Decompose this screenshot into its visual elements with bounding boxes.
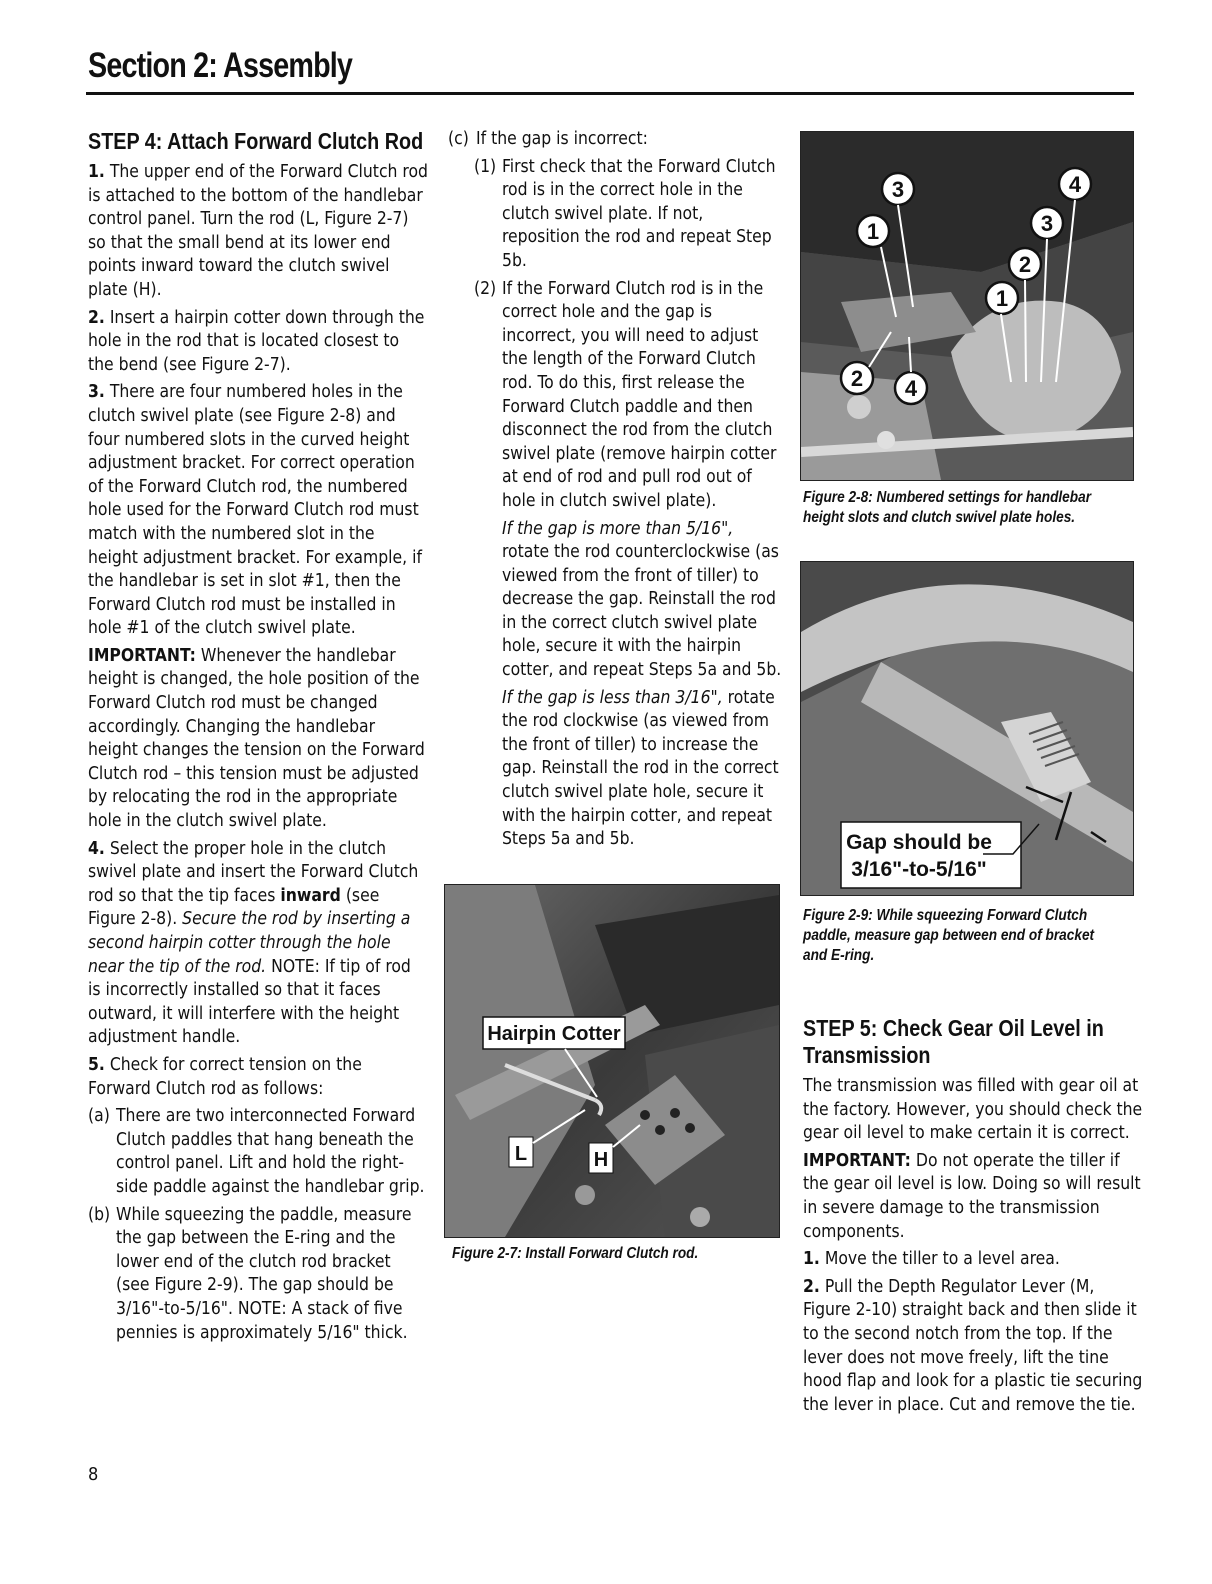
step4-para-2: 2. Insert a hairpin cotter down through the hole in the rod that is located closest to the bend (see Figure 2-7).	[88, 307, 425, 375]
step4-para-3: 3. There are four numbered holes in the clutch swivel plate (see Figure 2-8) and four numbered slots in the curved height adjustment bracket. For correct operation of the Forward Clutch rod, the numbered hole used for the Forward Clutch rod must match with the numbered slot in the height adjustment bracket. For example, if the handlebar is set in slot #1, then the Forward Clutch rod must be installed in hole #1 of the clutch swivel plate.	[88, 382, 422, 639]
header-rule	[86, 92, 1134, 95]
step5-important: IMPORTANT: Do not operate the tiller if the gear oil level is low. Doing so will result in severe damage to the transmission components.	[803, 1150, 1141, 1242]
step4-gap-less: If the gap is less than 3/16", rotate the rod clockwise (as viewed from the front of tiller) to increase the gap. Reinstall the rod in the correct clutch swivel plate hole, secure it with the hairpin cotter, and repeat Steps 5a and 5b.	[502, 687, 779, 850]
marker-4-b: 4	[904, 376, 918, 401]
figure-2-7-callout: Hairpin Cotter	[487, 1023, 621, 1045]
step5-heading: STEP 5: Check Gear Oil Level in Transmission	[803, 1015, 1104, 1068]
marker-1-b: 1	[995, 286, 1009, 311]
step5-para-1: 1. Move the tiller to a level area.	[803, 1249, 1060, 1270]
marker-1-a: 1	[866, 219, 880, 244]
page-number: 8	[88, 1464, 99, 1485]
figure-2-7-caption: Figure 2-7: Install Forward Clutch rod.	[452, 1245, 699, 1262]
figure-2-8-photo	[800, 131, 1134, 481]
step4-para-1: 1. The upper end of the Forward Clutch rod is attached to the bottom of the handlebar control panel. Turn the rod (L, Figure 2-7) so that the small bend at its lower end points inward toward the clutch swivel plate (H).	[88, 162, 428, 300]
figure-2-9-label-line2: 3/16"-to-5/16"	[851, 858, 987, 881]
column-right	[803, 1015, 1143, 1421]
figure-2-7-label-l: L	[514, 1143, 528, 1165]
step5-intro: The transmission was filled with gear oil at the factory. However, you should check the gear oil level to make certain it is correct.	[803, 1076, 1143, 1144]
column-middle	[448, 128, 784, 856]
step4-heading: STEP 4: Attach Forward Clutch Rod	[88, 128, 424, 154]
marker-3-a: 3	[891, 177, 905, 202]
step4-gap-more: If the gap is more than 5/16", rotate the rod counterclockwise (as viewed from the front of tiller) to decrease the gap. Reinstall the rod in the correct clutch swivel plate hole, secure it with the hairpin cotter, and repeat Steps 5a and 5b.	[502, 518, 782, 681]
step4-item-c: (c) If the gap is incorrect:	[448, 129, 648, 149]
figure-2-8-illustration	[801, 132, 1133, 480]
figure-2-7-label-h: H	[593, 1149, 609, 1171]
figure-2-9-illustration	[801, 562, 1133, 895]
figure-2-8-caption: Figure 2-8: Numbered settings for handlebar height slots and clutch swivel plate holes.	[803, 489, 1092, 526]
column-left	[88, 128, 428, 1349]
figure-2-9-caption: Figure 2-9: While squeezing Forward Clutch paddle, measure gap between end of bracket and E-ring.	[803, 907, 1095, 964]
step4-item-b: (b) While squeezing the paddle, measure the gap between the E-ring and the lower end of the clutch rod bracket (see Figure 2-9). The gap should be 3/16"-to-5/16". NOTE: A stack of five pennies is approximately 5/16" thick.	[88, 1204, 412, 1343]
marker-2-b: 2	[850, 366, 864, 391]
figure-2-9-label-line1: Gap should be	[846, 831, 992, 854]
step4-item-a: (a) There are two interconnected Forward Clutch paddles that hang beneath the control panel. Lift and hold the right-side paddle against the handlebar grip.	[88, 1106, 425, 1197]
figure-2-7-photo	[444, 884, 780, 1238]
marker-2-a: 2	[1018, 252, 1032, 277]
section-title: Section 2: Assembly	[88, 46, 353, 85]
figure-2-7-illustration	[445, 885, 779, 1237]
figure-2-9-photo	[800, 561, 1134, 896]
step4-subitems	[474, 156, 784, 514]
step4-important: IMPORTANT: Whenever the handlebar height is changed, the hole position of the Forward Clutch rod must be changed accordingly. Changing the handlebar height changes the tension on the Forward Clutch rod – this tension must be adjusted by relocating the rod in the appropriate hole in the clutch swivel plate.	[88, 645, 425, 832]
step4-para-4: 4. Select the proper hole in the clutch swivel plate and insert the Forward Clutch rod so that the tip faces inward (see Figure 2-8). Secure the rod by inserting a second hairpin cotter through the hole near the tip of the rod. NOTE: If tip of rod is incorrectly installed so that it faces outward, it will interfere with the height adjustment handle.	[88, 838, 419, 1048]
step4-item-c1: (1) First check that the Forward Clutch rod is in the correct hole in the clutch swivel plate. If not, reposition the rod and repeat Step 5b.	[474, 156, 776, 271]
marker-4-a: 4	[1068, 172, 1082, 197]
step4-item-c2: (2) If the Forward Clutch rod is in the correct hole and the gap is incorrect, you will need to adjust the length of the Forward Clutch rod. To do this, first release the Forward Clutch paddle and then disconnect the rod from the clutch swivel plate (remove hairpin cotter at end of rod and pull rod out of hole in clutch swivel plate).	[474, 278, 777, 511]
step4-para-5: 5. Check for correct tension on the Forward Clutch rod as follows:	[88, 1054, 362, 1099]
step5-para-2: 2. Pull the Depth Regulator Lever (M, Figure 2-10) straight back and then slide it to the second notch from the top. If the lever does not move freely, lift the tine hood flap and look for a plastic tie securing the lever in place. Cut and remove the tie.	[803, 1276, 1143, 1415]
marker-3-b: 3	[1040, 211, 1054, 236]
